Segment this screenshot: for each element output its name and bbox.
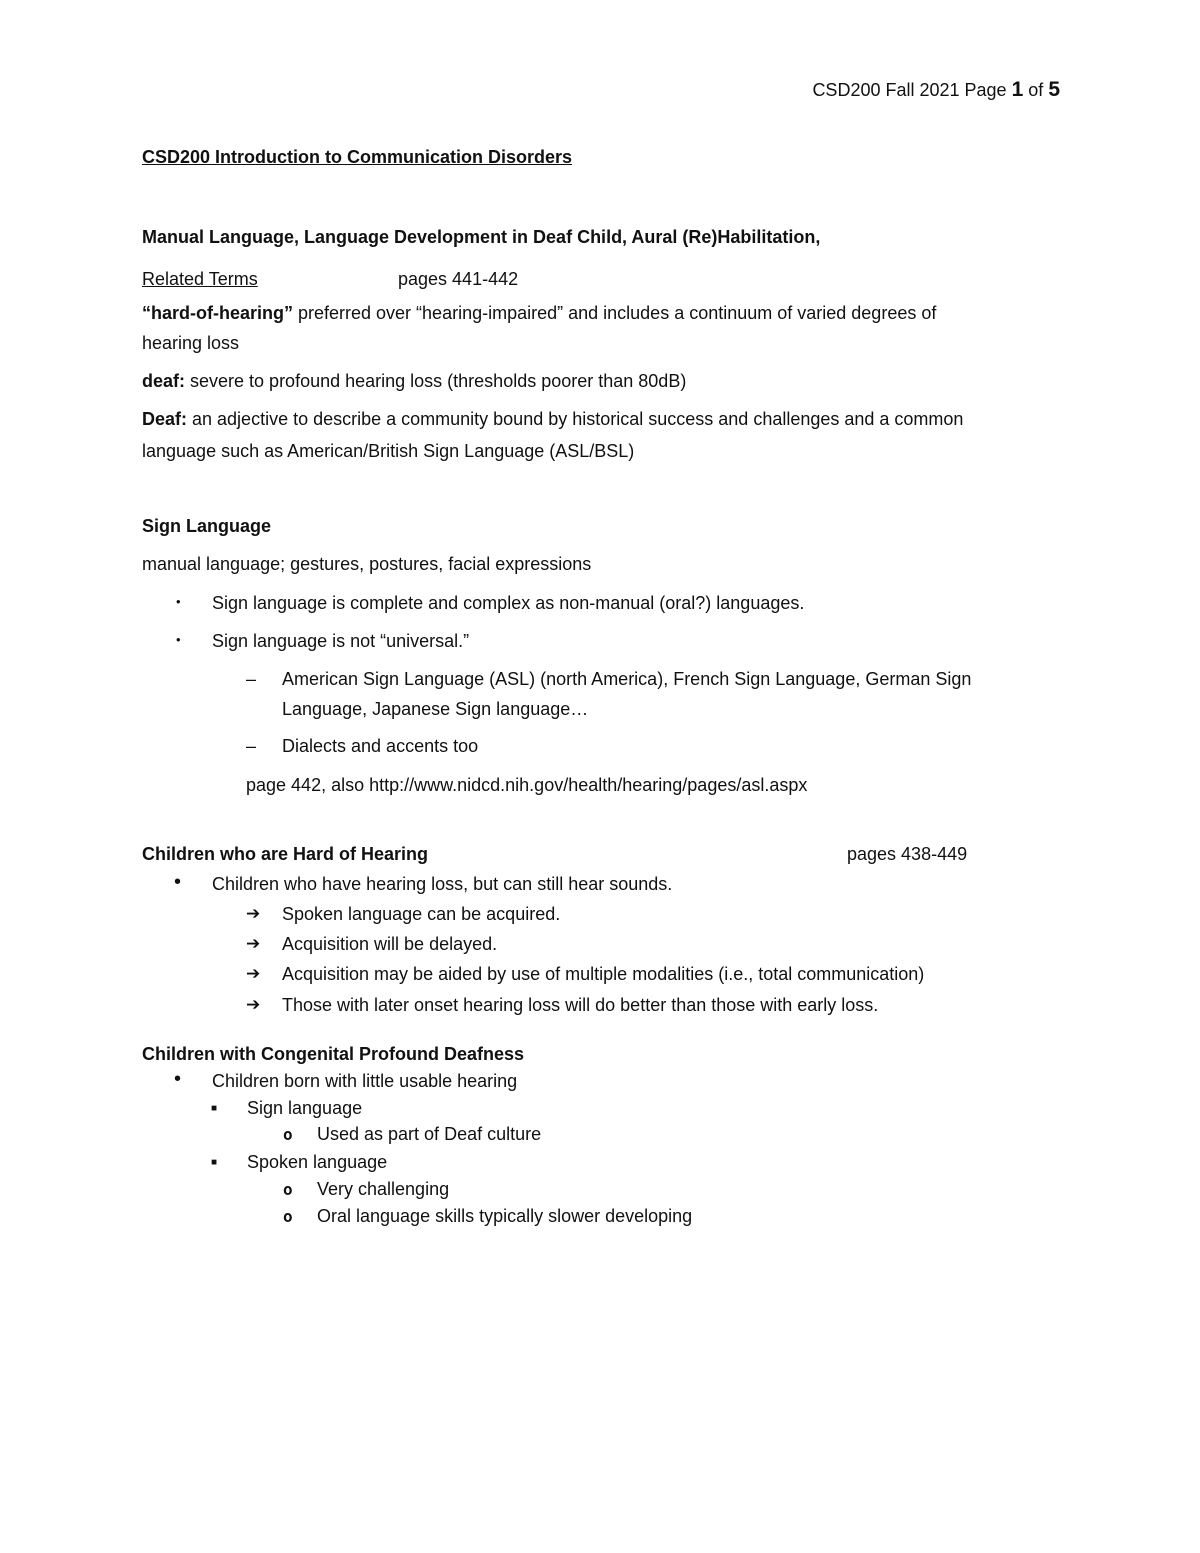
bullet-dot-icon: •	[176, 594, 181, 609]
hard-of-hearing-children-pages: pages 438-449	[847, 844, 968, 864]
topic-heading: Manual Language, Language Development in Deaf Child, Aural (Re)Habilitation,	[142, 227, 821, 247]
header-page-total: 5	[1048, 78, 1060, 101]
circle-bullet-icon: o	[283, 1207, 293, 1226]
deaf-community-text: an adjective to describe a community bound by historical success and challenges and a common	[187, 409, 964, 429]
deaf-text: severe to profound hearing loss (thresholds poorer than 80dB)	[185, 371, 687, 391]
circle-bullet-icon: o	[283, 1125, 293, 1144]
bullet-dot-icon: •	[176, 632, 181, 647]
dash-icon: –	[246, 669, 257, 689]
header-of: of	[1028, 80, 1044, 100]
congenital-deafness-heading: Children with Congenital Profound Deafness	[142, 1044, 525, 1064]
sign-language-intro: manual language; gestures, postures, facial expressions	[142, 554, 592, 574]
sign-language-heading: Sign Language	[142, 516, 272, 536]
header-page-current: 1	[1011, 78, 1024, 101]
sign-language-reference: page 442, also http://www.nidcd.nih.gov/health/hearing/pages/asl.aspx	[246, 775, 808, 795]
deaf-community-definition	[142, 409, 963, 431]
deaf-community-line2: language such as American/British Sign Language (ASL/BSL)	[142, 441, 635, 461]
related-terms-label: Related Terms	[142, 269, 258, 289]
sign-language-bullet-1: Sign language is complete and complex as non-manual (oral?) languages.	[212, 593, 805, 613]
arrow-item-3: Acquisition may be aided by use of multiple modalities (i.e., total communication)	[282, 964, 925, 984]
group-item-deaf-culture: Used as part of Deaf culture	[317, 1124, 542, 1144]
arrow-item-1: Spoken language can be acquired.	[282, 904, 561, 924]
arrow-right-icon: ➔	[246, 934, 261, 953]
hard-of-hearing-definition	[142, 303, 936, 325]
sign-language-sub-2: Dialects and accents too	[282, 736, 479, 756]
deaf-definition	[142, 371, 686, 393]
group-label-sign-language: Sign language	[247, 1098, 363, 1118]
hard-of-hearing-line2: hearing loss	[142, 333, 240, 353]
header-prefix: CSD200 Fall 2021 Page	[812, 80, 1007, 100]
arrow-right-icon: ➔	[246, 964, 261, 983]
hard-of-hearing-children-bullet: Children who have hearing loss, but can still hear sounds.	[212, 874, 673, 894]
sign-language-bullet-2: Sign language is not “universal.”	[212, 631, 470, 651]
circle-bullet-icon: o	[283, 1180, 293, 1199]
sign-language-sub-1: American Sign Language (ASL) (north America), French Sign Language, German Sign	[282, 669, 972, 689]
course-title: CSD200 Introduction to Communication Disorders	[142, 147, 573, 167]
hard-of-hearing-term: “hard-of-hearing”	[142, 303, 293, 323]
arrow-item-2: Acquisition will be delayed.	[282, 934, 498, 954]
arrow-right-icon: ➔	[246, 904, 261, 923]
bullet-dot-icon: •	[174, 871, 182, 893]
page-header	[812, 77, 1060, 102]
group-label-spoken-language: Spoken language	[247, 1152, 388, 1172]
related-terms-pages: pages 441-442	[398, 269, 519, 289]
arrow-item-4: Those with later onset hearing loss will do better than those with early loss.	[282, 995, 879, 1015]
group-item-oral-skills: Oral language skills typically slower developing	[317, 1206, 693, 1226]
dash-icon: –	[246, 736, 257, 756]
sign-language-sub-1-line2: Language, Japanese Sign language…	[282, 699, 589, 719]
square-bullet-icon: ■	[211, 1157, 218, 1168]
bullet-dot-icon: •	[174, 1068, 182, 1090]
congenital-deafness-bullet: Children born with little usable hearing	[212, 1071, 518, 1091]
group-item-very-challenging: Very challenging	[317, 1179, 450, 1199]
hard-of-hearing-text: preferred over “hearing-impaired” and includes a continuum of varied degrees of	[293, 303, 937, 323]
deaf-term: deaf:	[142, 371, 186, 391]
arrow-right-icon: ➔	[246, 995, 261, 1014]
deaf-community-term: Deaf:	[142, 409, 188, 429]
hard-of-hearing-children-heading: Children who are Hard of Hearing	[142, 844, 429, 864]
square-bullet-icon: ■	[211, 1103, 218, 1114]
